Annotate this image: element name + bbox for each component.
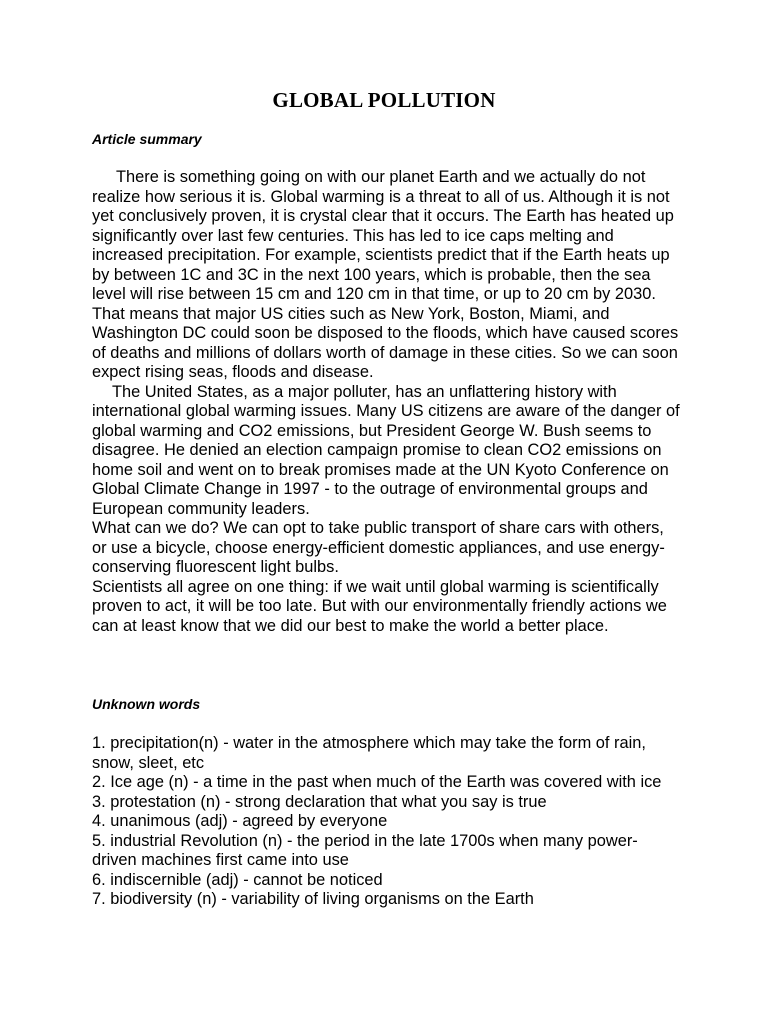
unknown-words-list xyxy=(92,734,682,910)
list-item: 3. protestation (n) - strong declaration that what you say is true xyxy=(92,792,547,811)
summary-paragraph: The United States, as a major polluter, has an unflattering history with international global warming issues. Many US citizens are aware of the danger of global warming and CO2 emissions, but President George W. Bush seems to disagree. He denied an election campaign promise to clean CO2 emissions on home soil and went on to break promises made at the UN Kyoto Conference on Global Climate Change in 1997 - to the outrage of environmental groups and European community leaders. xyxy=(92,382,680,518)
list-item: 4. unanimous (adj) - agreed by everyone xyxy=(92,812,388,830)
list-item: 7. biodiversity (n) - variability of living organisms on the Earth xyxy=(92,890,534,908)
article-summary-body xyxy=(92,168,682,636)
unknown-words-heading: Unknown words xyxy=(92,696,201,712)
list-item: 2. Ice age (n) - a time in the past when much of the Earth was covered with ice xyxy=(92,773,662,791)
article-summary-heading: Article summary xyxy=(92,131,202,147)
page-title: GLOBAL POLLUTION xyxy=(272,88,496,112)
summary-paragraph: What can we do? We can opt to take public transport of share cars with others, or use a bicycle, choose energy-efficient domestic appliances, and use energy-conserving fluorescent light bulbs. xyxy=(92,519,665,576)
list-item: 6. indiscernible (adj) - cannot be noticed xyxy=(92,870,383,889)
summary-paragraph: Scientists all agree on one thing: if we wait until global warming is scientifically proven to act, it will be too late. But with our environmentally friendly actions we can at least know that we did our best to make the world a better place. xyxy=(92,577,667,635)
list-item: 5. industrial Revolution (n) - the period in the late 1700s when many power-driven machines first came into use xyxy=(92,831,638,869)
list-item: 1. precipitation(n) - water in the atmosphere which may take the form of rain, snow, sleet, etc xyxy=(92,734,646,772)
summary-paragraph: There is something going on with our planet Earth and we actually do not realize how serious it is. Global warming is a threat to all of us. Although it is not yet conclusively proven, it is crystal clear that it occurs. The Earth has heated up significantly over last few centuries. This has led to ice caps melting and increased precipitation. For example, scientists predict that if the Earth heats up by between 1C and 3C in the next 100 years, which is probable, then the sea level will rise between 15 cm and 120 cm in that time, or up to 20 cm by 2030. That means that major US cities such as New York, Boston, Miami, and Washington DC could soon be disposed to the floods, which have caused scores of deaths and millions of dollars worth of damage in these cities. So we can soon expect rising seas, floods and disease. xyxy=(92,168,679,381)
